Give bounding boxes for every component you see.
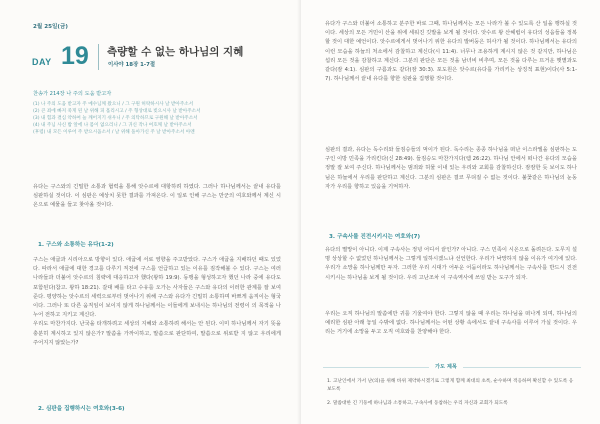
scripture-reference: 이사야 18장 1-7절	[108, 62, 156, 68]
prayer-topics-title: 가도 제목	[429, 363, 463, 370]
hymn-line: (후렴) 내 모든 이루어 주 받으시옵소서 / 날 위해 돌아가신 주 날 받아주소서 아멘	[33, 130, 195, 135]
day-number: 19	[61, 42, 89, 70]
day-label: DAY	[32, 57, 52, 67]
prayer-topic-item: 1. 고난인에서 가서 난(의)을 위해 바위 제약하시겠기로 그렇게 함께 최대의 초록, 순수하며 적응하며 확신할 수 있도록 응보도록	[327, 379, 574, 392]
section-heading-2: 2. 심판을 집행하시는 여호와(3-6)	[38, 406, 125, 412]
section-heading-1: 1. 구스와 소통하는 유다(1-2)	[38, 242, 114, 248]
right-paragraph-3: 유다의 멸망이 아니다. 이제 구속사는 정녕 어디서 끝인가? 아니다. 구스 민족이 시온으로 돌려든다. 도무지 설명 상상할 수 없었던 하나님께서는 그렇게 일하시겠느냐 선언한다. 우리가 낙망하지 않을 이유가 여기에 있다. 우리가 소망을 하나님께만 두자. 그러한 우리 시대가 어두운 어둠이라도 하나님께서는 구속사를 반드시 진전시키시는 하나님을 보게 될 것이다. 우리 고난조차 이 구속역사에 쓰임 받는 도구가 되자.	[325, 247, 577, 281]
hymn-guide	[33, 90, 273, 136]
section-1-paragraph-2: 우리도 마찬가지다. 난국을 타개하려고 세상의 지혜와 소통하려 해서는 안 된다. 이미 하나님께서 자기 뜻을 충분히 계시하고 있지 않은가? 말씀을 가까이하고, 말씀으로 판단하여, 말씀으로 위로받 지 않고 우리에게 주어지지 않았는가?	[33, 321, 281, 346]
right-page	[301, 0, 600, 424]
date-label: 2월 25일(금)	[33, 24, 68, 30]
section-1-text	[33, 256, 281, 348]
intro-paragraph: 유다는 구스와의 긴밀한 소통과 협력을 통해 앗수르에 대항하려 하였다. 그러나 하나님께서는 끝내 유다를 심판하실 것이다. 이 심판은 예상치 못한 결과를 가져온다. 이 일로 인해 구스는 만군의 여호와께서 계신 시온으로 예물을 들고 찾아올 것이다.	[33, 184, 281, 209]
prayer-topics-box	[323, 362, 581, 420]
hymn-title: 찬송가 214장 나 주의 도움 받고자	[33, 91, 112, 97]
hymn-line: (2) 큰 죄에 빠져 죽게 된 날 위해 피 흘리시고 / 주 형상대로 빚으시사 날 받아주소서	[33, 109, 201, 114]
day-marker	[31, 42, 97, 70]
page-title: 측량할 수 없는 하나님의 지혜	[107, 46, 244, 58]
section-heading-3: 3. 구속사를 진전시키시는 여호와(7)	[329, 234, 421, 240]
hymn-line: (4) 내 주님 사신 밥 앞에 나 몸이 없으리니 / 그 귀신 작나 여호께 날 받아주소서	[33, 123, 192, 128]
hymn-line: (3) 내 힘과 결심 약하여 늘 깨어지기 쉬우니 / 주 의탁하므로 구원해 날 받아주소서	[33, 116, 198, 121]
section-1-paragraph: 구스는 애굽과 시리아으로 방향이 있다. 애굽에 서로 영향을 주고받았다. 구스가 애굽을 지배하던 때도 있었다. 따라서 애굽에 대한 경고를 다루기 직전에 구스를 언급하고 있는 이유를 짐작해볼 수 있다. 구스는 여러 나라들과 더불어 앗수르의 침략에 대응하고자 했다(왕하 19:9). 동맹을 형성하고자 했던 나라 중에 유다도 포함된다(참고. 왕하 18:21). 갈대 배를 타고 수유를 오가는 사자들은 구스와 유다의 이러한 관계를 잘 보여준다. 평양하는 앗수르의 세력으로부터 벗어나기 위해 구스와 유다가 긴밀히 소통하며 바쁘게 움직이는 형국이다. 그러나 또 다른 움직임이 보이지 않게 하나님께서는 이들에게 보내시는 하나님의 전령이 의 목적을 나누어 전하고 지키고 계신다.	[33, 257, 281, 319]
right-paragraph-1: 유다가 구스와 더불어 소통하고 분주한 바로 그때, 하나님께서는 모든 나라가 볼 수 있도록 산 일을 행하실 것이다. 세상의 모든 거민이 산을 위에 세워진 깃발을 보게 될 것이다. 앗수르 왕 산헤립이 유다의 성읍들을 정복할 것이 대한 예언이다. 앗수르에게서 벗어나기 위한 유다의 발버둥은 허사가 될 것이다. 하나님께서는 유다의 이런 모습을 하늘의 처소에서 감찰하고 계신다(시 11:4). 너무나 조용하게 계시지 않은 것 같지만, 하나님은 섭리 모든 것을 감찰하고 계신다. 그분의 판단은 모든 것을 남녀비 비추며, 모든 것을 다루는 뜨거운 햇볕과도 같다(잠 4:1). 심판의 구름과도 같다(잠 30:3). 포도원은 앗수르(유다를 가리키는 상징적 표현)이다(사 5:1-7). 하나님께서 끝내 유다를 향한 심판을 집행할 것이다.	[325, 21, 577, 83]
title-divider	[98, 44, 99, 70]
hymn-line: (1) 나 주의 도움 받고자 주 예수님께 왔으니 / 그 구원 허락하시사 날 받아주소서	[33, 102, 194, 107]
prayer-topic-item: 2. 말씀대한 긴 기둥에 하나님과 소통하고, 구속사에 동참하는 우리 자신과 교회가 되도록	[327, 401, 508, 406]
right-paragraph-4: 우리는 오직 하나님의 말씀에만 귀를 기울여야 한다. 그렇지 않을 때 우리는 하나님을 떠나게 되며, 하나님의 예리한 심판 아래 놓일 수밖에 없다. 하나님께서는 어떤 상황 속에서도 끝내 구속사를 이루어 가실 것이다. 우리는 거기에 소망을 두고 오직 여호와를 찬양해야 한다.	[325, 311, 577, 336]
right-paragraph-2: 심판의 결과, 유다는 독수리와 들짐승들의 먹이가 된다. 독수리는 종종 하나님을 떠난 이스라엘을 심판하는 도구인 이방 민족을 가리킨다(신 28:49). 들짐승도 마찬가지다(렘 26:22). 하나님 안에서 떠나간 유다의 모습을 정말 잘 보여 주신다. 하나님께서는 범죄와 허물 이내 있는 우리와 교회를 감찰하신다. 잠잠한 듯 보이도 하나님은 하늘에서 우리를 판단하고 계신다. 그분의 심판은 결코 무뎌질 수 없는 것이다. 불꽃같은 하나님의 눈동자가 우리를 향하고 있음을 기억하자.	[325, 147, 577, 190]
